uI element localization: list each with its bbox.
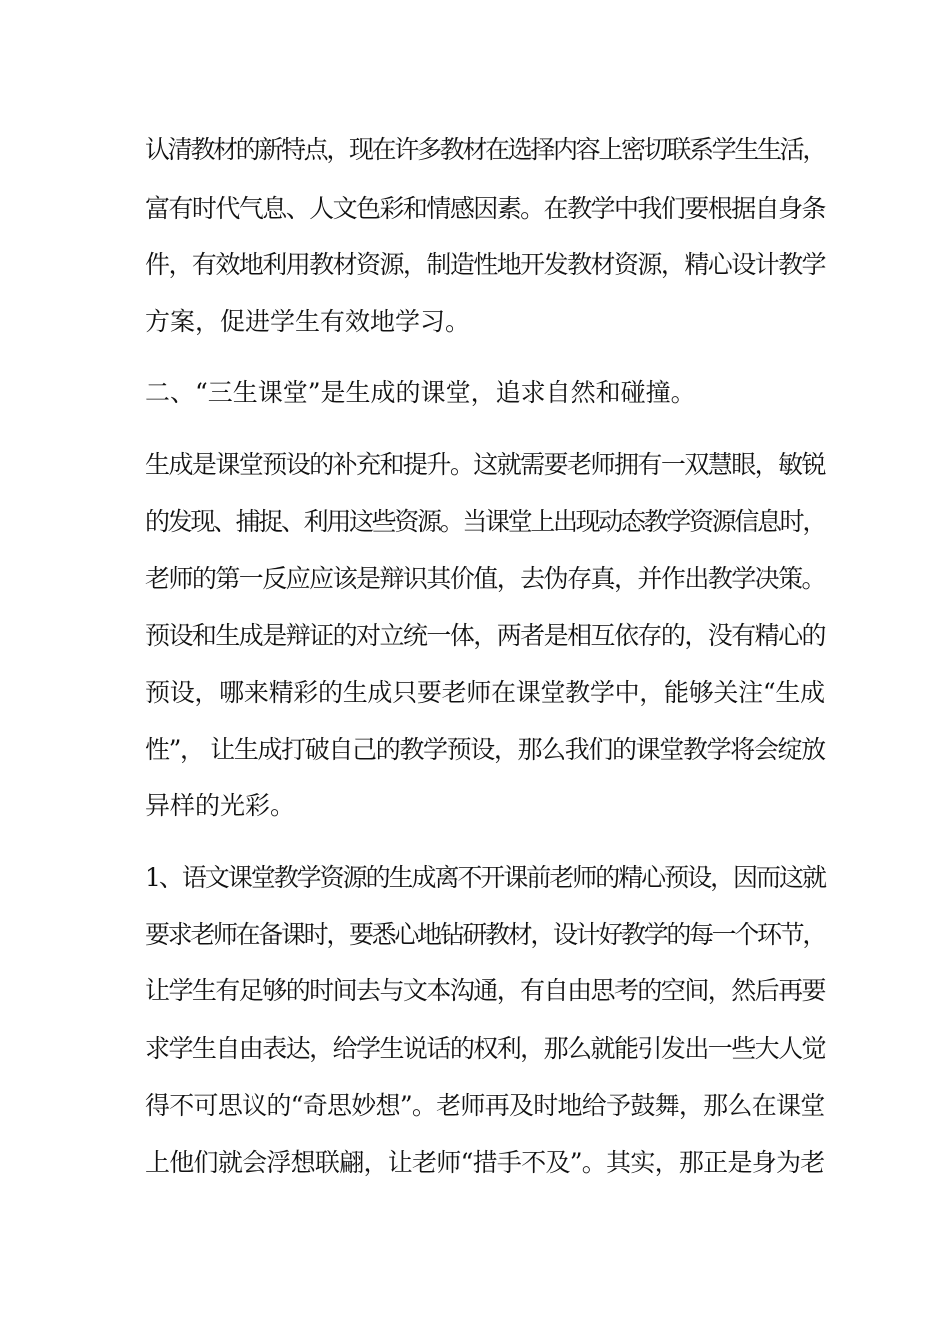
- text-line: 得不可思议的“奇思妙想”。老师再及时地给予鼓舞，那么在课堂: [145, 1091, 825, 1120]
- text-line: 老师的第一反应应该是辩识其价值，去伪存真，并作出教学决策。: [145, 564, 826, 593]
- text-line: 上他们就会浮想联翩，让老师“措手不及”。其实，那正是身为老: [145, 1148, 825, 1177]
- text-line: 方案，促进学生有效地学习。: [145, 307, 471, 336]
- text-line: 性”， 让生成打破自己的教学预设，那么我们的课堂教学将会绽放: [145, 735, 825, 764]
- text-line: 预设和生成是辩证的对立统一体，两者是相互依存的，没有精心的: [145, 621, 826, 650]
- text-line: 1、语文课堂教学资源的生成离不开课前老师的精心预设，因而这就: [145, 863, 825, 892]
- section-heading: 二、“三生课堂”是生成的课堂，追求自然和碰撞。: [145, 378, 696, 407]
- text-line: 要求老师在备课时，要悉心地钻研教材，设计好教学的每一个环节，: [145, 920, 826, 949]
- text-line: 异样的光彩。: [145, 791, 296, 820]
- text-line: 件，有效地利用教材资源，制造性地开发教材资源，精心设计教学: [145, 250, 826, 279]
- text-line: 让学生有足够的时间去与文本沟通，有自由思考的空间，然后再要: [145, 976, 826, 1005]
- text-line: 预设，哪来精彩的生成只要老师在课堂教学中，能够关注“生成: [145, 678, 825, 707]
- text-line: 认清教材的新特点，现在许多教材在选择内容上密切联系学生生活，: [145, 135, 826, 164]
- text-line: 求学生自由表达，给学生说话的权利，那么就能引发出一些大人觉: [145, 1034, 826, 1063]
- text-line: 生成是课堂预设的补充和提升。这就需要老师拥有一双慧眼，敏锐: [145, 450, 826, 479]
- text-line: 富有时代气息、人文色彩和情感因素。在教学中我们要根据自身条: [145, 194, 826, 223]
- text-line: 的发现、捕捉、利用这些资源。当课堂上出现动态教学资源信息时，: [145, 507, 826, 536]
